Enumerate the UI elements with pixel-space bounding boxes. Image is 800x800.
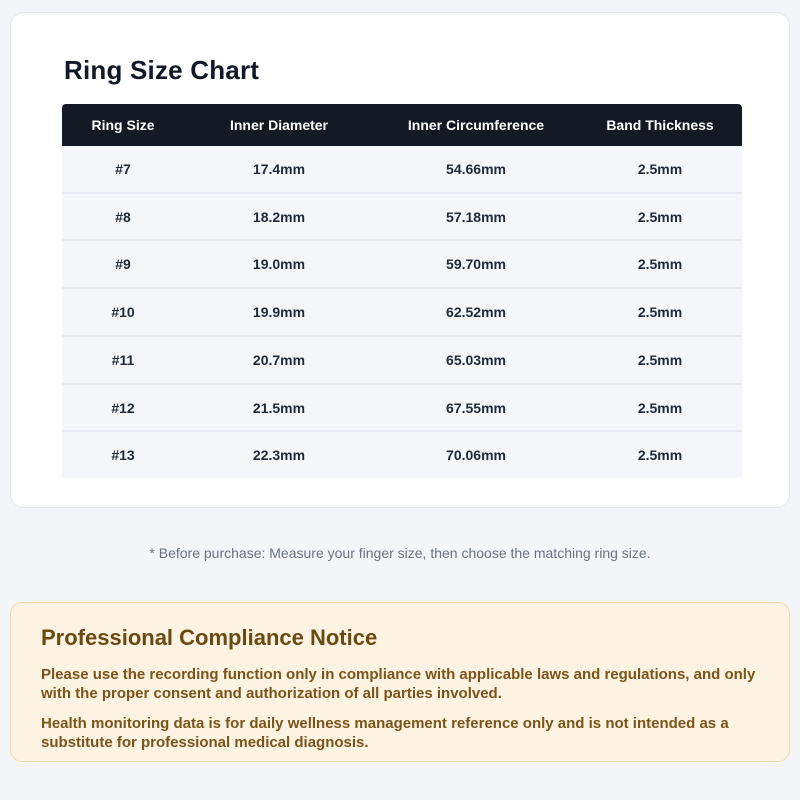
header-ring-size: Ring Size <box>91 117 155 133</box>
ring-size-table <box>62 104 742 478</box>
cell-inner-diameter: 19.0mm <box>252 256 306 272</box>
cell-band-thickness: 2.5mm <box>637 352 683 368</box>
cell-ring-size: #9 <box>115 256 131 272</box>
table-row <box>62 146 742 194</box>
compliance-notice <box>10 602 790 762</box>
notice-title: Professional Compliance Notice <box>41 625 378 650</box>
cell-inner-circumference: 59.70mm <box>446 256 506 272</box>
cell-ring-size: #11 <box>111 352 135 368</box>
cell-inner-circumference: 54.66mm <box>446 161 506 177</box>
cell-inner-circumference: 57.18mm <box>446 208 506 225</box>
table-row <box>62 289 742 337</box>
cell-inner-diameter: 21.5mm <box>252 399 306 416</box>
cell-ring-size: #7 <box>115 161 131 177</box>
cell-inner-circumference: 62.52mm <box>446 304 506 320</box>
cell-inner-diameter: 19.9mm <box>252 304 306 320</box>
cell-ring-size: #12 <box>111 399 135 416</box>
cell-ring-size: #8 <box>115 208 131 225</box>
notice-paragraph-recording: Please use the recording function only in compliance with applicable laws and regulations, and only with the proper consent and authorization of all parties involved. <box>41 666 756 702</box>
cell-inner-circumference: 67.55mm <box>446 399 506 416</box>
cell-band-thickness: 2.5mm <box>637 399 683 416</box>
header-band-thickness: Band Thickness <box>606 117 714 133</box>
table-header <box>62 104 742 146</box>
purchase-note: * Before purchase: Measure your finger size, then choose the matching ring size. <box>149 545 651 561</box>
cell-inner-circumference: 65.03mm <box>446 352 506 368</box>
cell-inner-circumference: 70.06mm <box>446 447 506 463</box>
cell-band-thickness: 2.5mm <box>637 256 683 272</box>
cell-ring-size: #10 <box>111 304 135 320</box>
cell-band-thickness: 2.5mm <box>637 161 683 177</box>
notice-paragraph-health: Health monitoring data is for daily wellness management reference only and is not intended as a substitute for professional medical diagnosis. <box>41 715 729 751</box>
card-title: Ring Size Chart <box>64 55 260 85</box>
cell-inner-diameter: 17.4mm <box>252 161 306 177</box>
table-row <box>62 432 742 478</box>
header-inner-diameter: Inner Diameter <box>229 117 329 133</box>
ring-size-card <box>10 12 790 508</box>
cell-band-thickness: 2.5mm <box>637 208 683 225</box>
cell-inner-diameter: 18.2mm <box>252 208 306 225</box>
header-inner-circumference: Inner Circumference <box>407 117 545 133</box>
table-row <box>62 337 742 385</box>
cell-inner-diameter: 22.3mm <box>252 447 306 463</box>
cell-inner-diameter: 20.7mm <box>252 352 306 368</box>
cell-ring-size: #13 <box>111 447 135 463</box>
cell-band-thickness: 2.5mm <box>637 447 683 463</box>
cell-band-thickness: 2.5mm <box>637 304 683 320</box>
table-row <box>62 385 742 432</box>
table-row <box>62 241 742 289</box>
table-row <box>62 194 742 241</box>
